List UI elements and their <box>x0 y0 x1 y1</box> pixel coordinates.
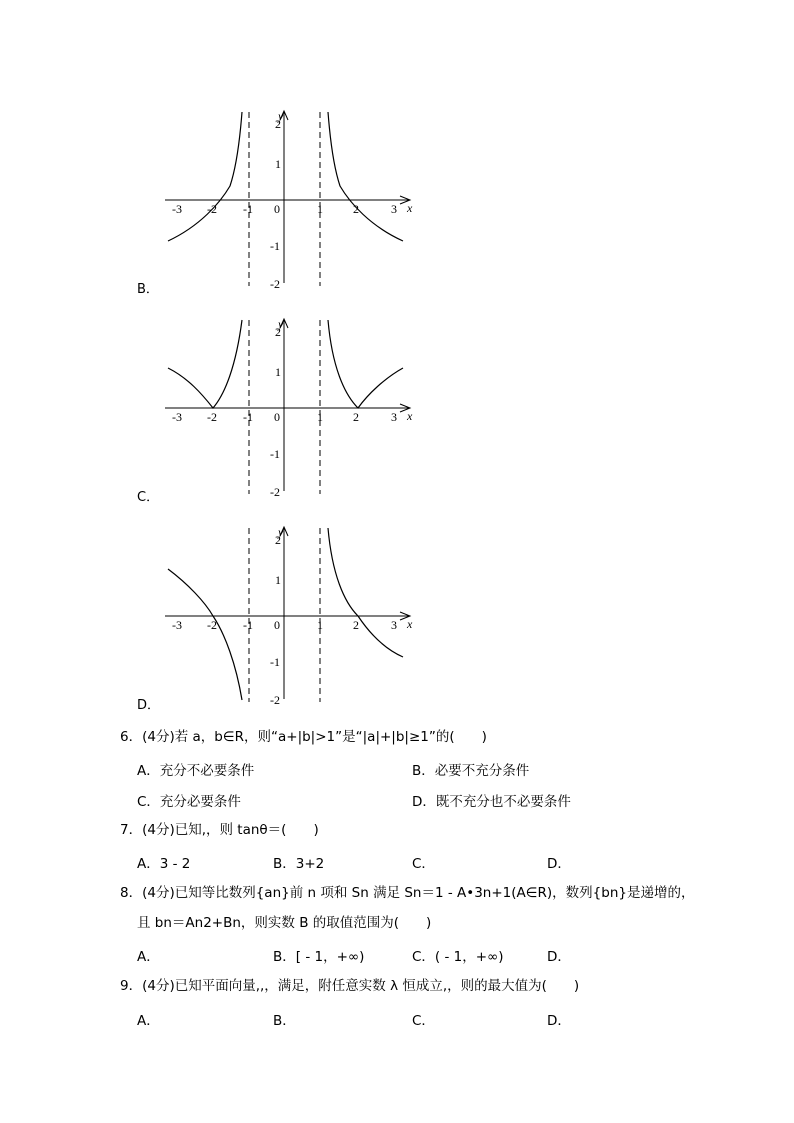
question-7-stem: 7．(4分)已知,，则 tanθ＝( ) <box>120 822 319 838</box>
x-tick-2: 2 <box>353 202 359 216</box>
graph-option-c <box>160 316 420 496</box>
graph-option-b <box>160 108 420 288</box>
question-8-option-d: D． <box>547 949 571 965</box>
question-7-option-c: C． <box>412 856 435 872</box>
question-6-option-d: D．既不充分也不必要条件 <box>412 794 571 810</box>
y-tick-2: 2 <box>275 325 281 339</box>
question-9-option-d: D． <box>547 1013 571 1029</box>
question-8-stem: 8．(4分)已知等比数列{an}前 n 项和 Sn 满足 Sn＝1 - A•3n+1(A∈R)，数列{bn}是递增的， <box>120 885 695 901</box>
x-tick-0: 0 <box>274 410 280 424</box>
question-9-option-a: A． <box>137 1013 160 1029</box>
y-tick-neg1: -1 <box>270 239 280 253</box>
graph-c-label: C． <box>137 490 160 505</box>
x-tick-1: 1 <box>317 202 323 216</box>
y-tick-neg1: -1 <box>270 655 280 669</box>
y-tick-1: 1 <box>275 573 281 587</box>
question-9-stem: 9．(4分)已知平面向量,,，满足，附任意实数 λ 恒成立,，则的最大值为( ) <box>120 978 580 994</box>
x-tick-2: 2 <box>353 410 359 424</box>
question-6-option-b: B．必要不充分条件 <box>412 763 530 779</box>
x-axis-label: x <box>407 409 413 423</box>
graph-d-curve <box>168 528 403 700</box>
y-axis-label: y <box>278 525 284 539</box>
graph-b-axes <box>165 111 410 283</box>
graph-c-curve <box>168 320 403 408</box>
x-axis-label: x <box>407 617 413 631</box>
question-6-stem: 6．(4分)若 a，b∈R，则“a+|b|>1”是“|a|+|b|≥1”的( ) <box>120 729 487 745</box>
graph-b-curve <box>168 112 403 241</box>
question-7-option-a: A．3 - 2 <box>137 856 191 872</box>
x-tick-neg1: -1 <box>243 202 253 216</box>
y-tick-2: 2 <box>275 117 281 131</box>
x-tick-neg3: -3 <box>172 618 182 632</box>
y-axis-label: y <box>278 317 284 331</box>
graph-b-label: B． <box>137 282 159 297</box>
x-tick-neg1: -1 <box>243 618 253 632</box>
question-8-stem-line2: 且 bn＝An2+Bn，则实数 B 的取值范围为( ) <box>137 915 432 931</box>
question-8-option-c: C．( - 1，+∞) <box>412 949 504 965</box>
y-tick-neg2: -2 <box>270 277 280 288</box>
x-tick-neg3: -3 <box>172 410 182 424</box>
question-9-option-b: B． <box>273 1013 296 1029</box>
x-tick-2: 2 <box>353 618 359 632</box>
question-9-option-c: C． <box>412 1013 435 1029</box>
question-8-option-a: A． <box>137 949 160 965</box>
graph-c-axes <box>165 319 410 491</box>
graph-d-axes <box>165 527 410 699</box>
x-tick-1: 1 <box>317 410 323 424</box>
y-tick-neg1: -1 <box>270 447 280 461</box>
x-tick-neg1: -1 <box>243 410 253 424</box>
x-tick-neg2: -2 <box>207 410 217 424</box>
x-tick-neg2: -2 <box>207 618 217 632</box>
question-6-option-c: C．充分必要条件 <box>137 794 241 810</box>
question-7-option-b: B．3+2 <box>273 856 325 872</box>
x-tick-1: 1 <box>317 618 323 632</box>
question-7-option-d: D． <box>547 856 571 872</box>
x-tick-neg2: -2 <box>207 202 217 216</box>
graph-d-label: D． <box>137 698 161 713</box>
y-tick-neg2: -2 <box>270 485 280 496</box>
y-tick-1: 1 <box>275 365 281 379</box>
x-tick-0: 0 <box>274 618 280 632</box>
x-tick-3: 3 <box>391 202 397 216</box>
x-tick-0: 0 <box>274 202 280 216</box>
y-tick-neg2: -2 <box>270 693 280 704</box>
x-axis-label: x <box>407 201 413 215</box>
x-tick-3: 3 <box>391 618 397 632</box>
x-tick-3: 3 <box>391 410 397 424</box>
question-6-option-a: A．充分不必要条件 <box>137 763 255 779</box>
graph-option-d <box>160 524 420 704</box>
y-tick-1: 1 <box>275 157 281 171</box>
question-8-option-b: B．[ - 1，+∞) <box>273 949 365 965</box>
x-tick-neg3: -3 <box>172 202 182 216</box>
y-tick-2: 2 <box>275 533 281 547</box>
y-axis-label: y <box>278 109 284 123</box>
